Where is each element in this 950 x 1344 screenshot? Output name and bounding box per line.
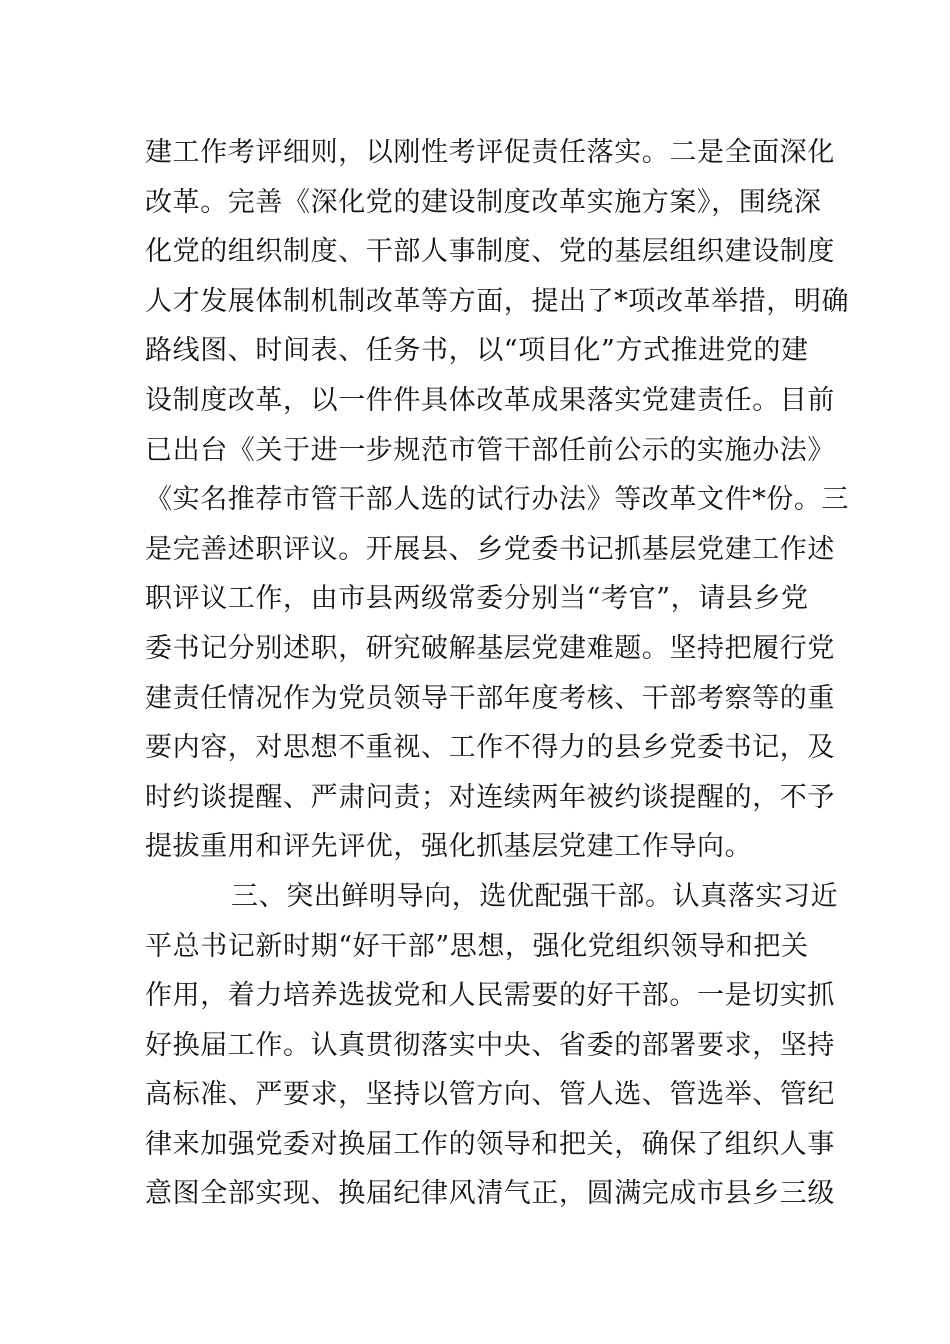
body-text — [145, 128, 850, 1219]
text-line-3: 化党的组织制度、干部人事制度、党的基层组织建设制度 — [145, 236, 835, 268]
text-line-15: 提拔重用和评先评优，强化抓基层党建工作导向。 — [145, 831, 753, 863]
text-line-11: 委书记分别述职，研究破解基层党建难题。坚持把履行党 — [145, 632, 835, 664]
section-heading-line: 三、突出鲜明导向，选优配强干部。认真落实习近 — [231, 880, 839, 912]
text-line-1: 建工作考评细则，以刚性考评促责任落实。二是全面深化 — [145, 137, 835, 168]
text-line-13: 要内容，对思想不重视、工作不得力的县乡党委书记，及 — [145, 732, 835, 764]
text-line-9: 是完善述职评议。开展县、乡党委书记抓基层党建工作述 — [145, 533, 835, 565]
text-line-7: 已出台《关于进一步规范市管干部任前公示的实施办法》 — [145, 434, 835, 466]
text-line-19: 好换届工作。认真贯彻落实中央、省委的部署要求，坚持 — [145, 1029, 835, 1061]
text-line-14: 时约谈提醒、严肃问责；对连续两年被约谈提醒的，不予 — [145, 781, 835, 813]
text-line-2: 改革。完善《深化党的建设制度改革实施方案》，围绕深 — [145, 186, 822, 218]
text-line-8: 《实名推荐市管干部人选的试行办法》等改革文件*份。三 — [145, 484, 850, 516]
text-line-12: 建责任情况作为党员领导干部年度考核、干部考察等的重 — [145, 682, 835, 714]
text-line-20: 高标准、严要求，坚持以管方向、管人选、管选举、管纪 — [145, 1079, 835, 1111]
text-line-22: 意图全部实现、换届纪律风清气正，圆满完成市县乡三级 — [145, 1178, 835, 1210]
text-line-10: 职评议工作，由市县两级常委分别当“考官”，请县乡党 — [145, 583, 809, 615]
text-line-21: 律来加强党委对换届工作的领导和把关，确保了组织人事 — [145, 1128, 835, 1160]
text-line-18: 作用，着力培养选拔党和人民需要的好干部。一是切实抓 — [145, 980, 835, 1012]
text-line-5: 路线图、时间表、任务书，以“项目化”方式推进党的建 — [145, 335, 809, 367]
text-line-6: 设制度改革，以一件件具体改革成果落实党建责任。目前 — [145, 384, 835, 416]
text-line-4: 人才发展体制机制改革等方面，提出了*项改革举措，明确 — [145, 285, 850, 317]
text-line-17: 平总书记新时期“好干部”思想，强化党组织领导和把关 — [145, 930, 809, 962]
